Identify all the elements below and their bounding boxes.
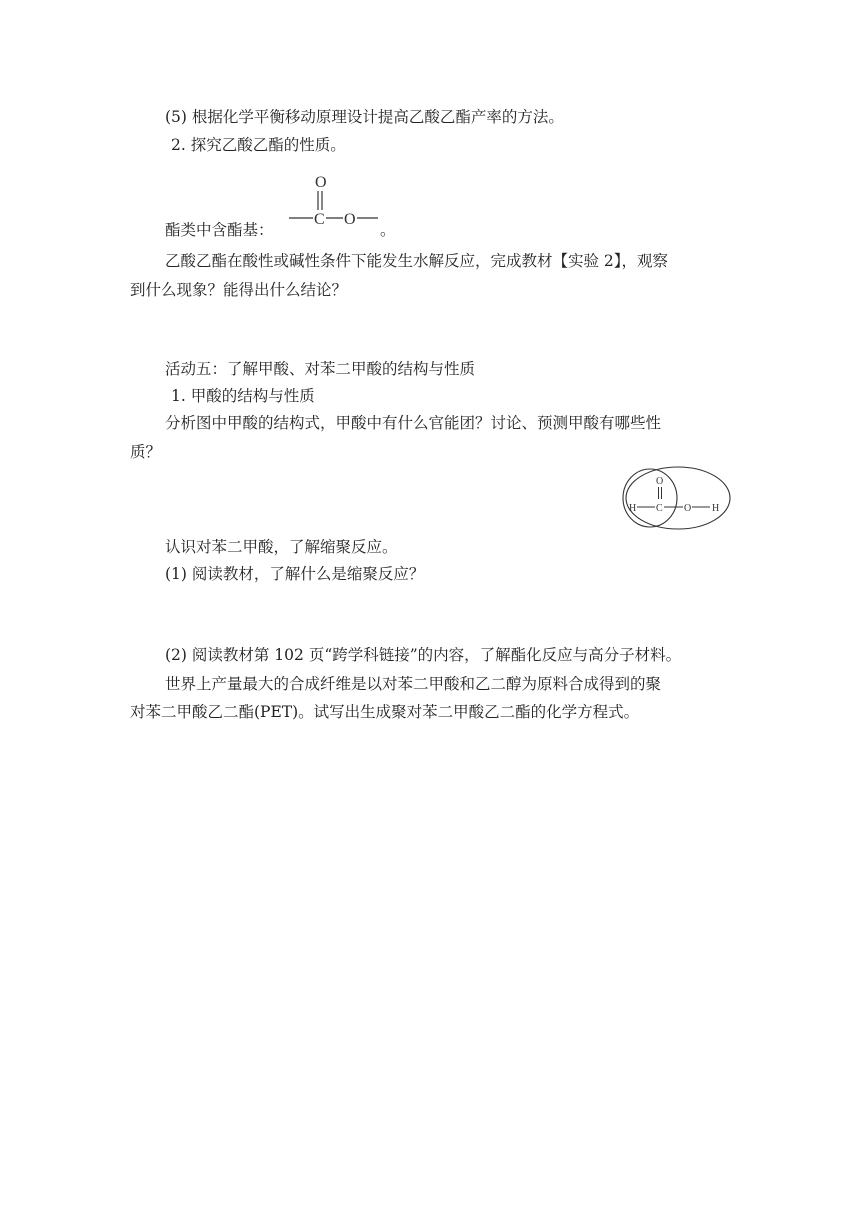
ester-carbon-atom: C	[314, 211, 325, 228]
formic-o-top-atom: O	[656, 476, 664, 487]
formic-c-atom: C	[656, 503, 663, 514]
item-2-text: (2) 阅读教材第 102 页“跨学科链接”的内容，了解酯化反应与高分子材料。	[165, 646, 682, 664]
hydrolysis-question-line-2: 到什么现象？能得出什么结论？	[130, 281, 348, 299]
pet-line-2: 对苯二甲酸乙二酯(PET)。试写出生成聚对苯二甲酸乙二酯的化学方程式。	[130, 703, 640, 721]
carboxyl-group-ring	[626, 467, 730, 529]
formic-h-left-atom: H	[629, 503, 637, 514]
formic-question-line-1: 分析图中甲酸的结构式，甲酸中有什么官能团？讨论、预测甲酸有哪些性	[165, 414, 662, 432]
formic-h-right-atom: H	[712, 503, 720, 514]
formic-question-line-2: 质？	[130, 443, 162, 461]
formic-o-right-atom: O	[684, 503, 692, 514]
carbonyl-oxygen-atom: O	[315, 174, 327, 191]
activity-5-title: 活动五：了解甲酸、对苯二甲酸的结构与性质	[165, 360, 476, 378]
aldehyde-group-ring	[623, 469, 677, 527]
formic-acid-diagram	[620, 462, 734, 532]
hydrolysis-question-line-1: 乙酸乙酯在酸性或碱性条件下能发生水解反应，完成教材【实验 2】，观察	[165, 252, 669, 270]
item-5-text: (5) 根据化学平衡移动原理设计提高乙酸乙酯产率的方法。	[165, 108, 564, 126]
ester-oxygen-atom: O	[344, 211, 356, 228]
activity-5-heading-1: 1. 甲酸的结构与性质	[171, 387, 315, 405]
ester-group-label: 酯类中含酯基：	[165, 221, 274, 239]
terephthalic-intro: 认识对苯二甲酸，了解缩聚反应。	[165, 538, 398, 556]
heading-2-text: 2. 探究乙酸乙酯的性质。	[171, 136, 346, 154]
item-1-text: (1) 阅读教材，了解什么是缩聚反应？	[165, 565, 425, 583]
ester-group-structure	[286, 170, 382, 236]
pet-line-1: 世界上产量最大的合成纤维是以对苯二甲酸和乙二醇为原料合成得到的聚	[165, 675, 662, 693]
ester-group-period: 。	[380, 221, 396, 239]
